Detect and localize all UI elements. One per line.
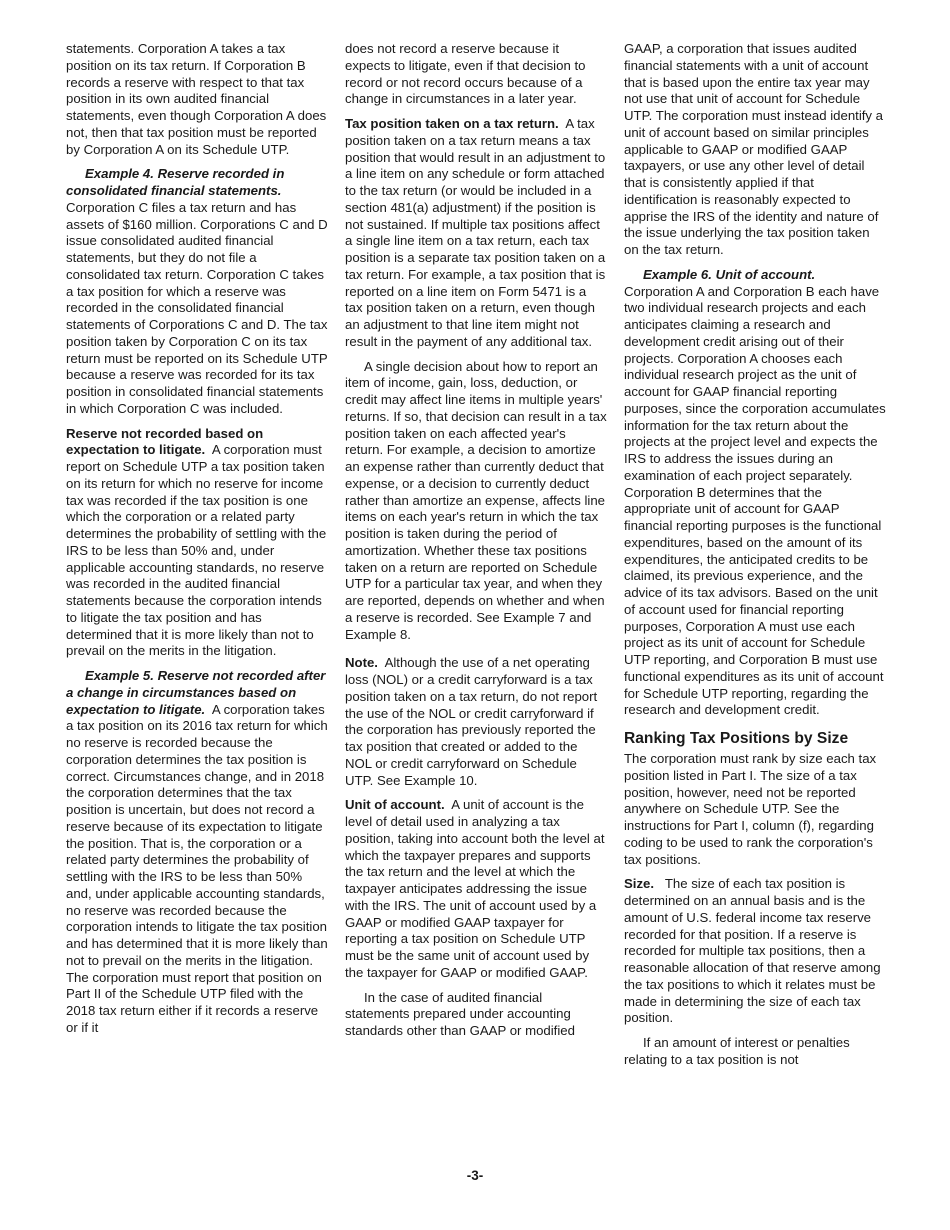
paragraph: statements. Corporation A takes a tax position on its tax return. If Corporation B records a reserve with respect to that tax position in its own audited financial statements, even though Corporation A does not, then that tax position must be reported by Corporation A on its Schedule UTP. — [66, 41, 327, 157]
size-section — [624, 876, 886, 1027]
unit-of-account-heading: Unit of account. — [345, 797, 445, 813]
ranking-heading: Ranking Tax Positions by Size — [624, 730, 849, 747]
example-6 — [624, 267, 886, 719]
note-body: Although the use of a net operating loss (NOL) or a credit carryforward is a tax position taken on a tax return, do not report the use of the NOL or credit carryforward if the corporation has previously reported the tax position that created or added to the NOL or credit carryforward on Schedule UTP. See Example 10. — [345, 655, 598, 788]
tax-position-section — [345, 116, 607, 351]
column-2 — [345, 41, 607, 1048]
example-5 — [66, 668, 328, 1037]
example-6-body: Corporation A and Corporation B each have two individual research projects and each anticipates claiming a research and development credit arising out of their projects. Corporation A chooses each individual research project as the unit of account for GAAP financial reporting purposes, since the corporation accumulates information for the tax return about the projects at the project level and expects the IRS to address the issues during an examination of each project separately. Corporation B determines that the appropriate unit of account for GAAP financial reporting purposes is the functional expenditures, based on the amount of its expenditures, the anticipated credits to be claimed, its previous experience, and the advice of its tax advisors. Based on the unit of account used for financial reporting purposes, Corporation A must use each project as its unit of account for Schedule UTP reporting, and Corporation B must use functional expenditures as its unit of account for Schedule UTP reporting, regarding the research and development credit. — [624, 283, 886, 718]
size-body: The size of each tax position is determined on an annual basis and is the amount of U.S. federal income tax reserve recorded for that position. If a reserve is recorded for multiple tax positions, then a reasonable allocation of that reserve among the tax positions to which it relates must be made in determining the size of each tax position. — [624, 876, 881, 1026]
example-4-body: Corporation C files a tax return and has assets of $160 million. Corporations C and D issue consolidated audited financial statements, but they do not file a consolidated tax return. Corporation C takes a tax position for which a reserve was recorded in the consolidated financial statements of Corporations C and D. The tax position taken by Corporation C on its tax return must be reported on its Schedule UTP because a reserve was recorded for its tax position in consolidated financial statements in which Corporation C was included. — [66, 199, 328, 416]
paragraph: GAAP, a corporation that issues audited financial statements with a unit of account that is based upon the entire tax year may not use that unit of account for Schedule UTP. The corporation must instead identify a unit of account based on similar principles applicable to GAAP or modified GAAP taxpayers, or use any other level of detail that is consistently applied if that identification is reasonably expected to apprise the IRS of the identity and nature of the issue underlying the tax position taken on the tax return. — [624, 41, 884, 257]
unit-of-account-section — [345, 797, 607, 981]
paragraph: does not record a reserve because it expects to litigate, even if that decision to record or not record occurs because of a change in circumstances in a later year. — [345, 41, 586, 107]
reserve-not-recorded-heading: Reserve not recorded based on expectation to litigate. — [66, 425, 264, 458]
example-5-heading: Example 5. Reserve not recorded after a change in circumstances based on expectation to litigate. — [66, 668, 326, 717]
reserve-not-recorded-section — [66, 426, 328, 661]
reserve-not-recorded-body: A corporation must report on Schedule UTP a tax position taken on its return for which no reserve for income tax was recorded if the tax position is one which the corporation or a related party determines the probability of settling with the IRS to be less than 50% and, under applicable accounting standards, no reserve was recorded in the audited financial statements because the corporation intends to litigate the tax position and has determined that it is more likely than not to prevail on the merits in the litigation. — [66, 442, 327, 659]
example-5-body: A corporation takes a tax position on its 2016 tax return for which no reserve is recorded because the corporation determines the tax position is correct. Circumstances change, and in 2018 the corporation determines that the tax position is uncertain, but does not record a reserve because of its expectation to litigate the position. That is, the corporation or a related party determines the probability of settling with the IRS to be less than 50% and, under applicable accounting standards, no reserve was recorded because the corporation intends to litigate the tax position and has determined that it is more likely than not to prevail on the merits in the litigation. The corporation must report that position on Part II of the Schedule UTP filed with the 2018 tax return either if it records a reserve or if it — [66, 701, 328, 1035]
column-1 — [66, 41, 328, 1045]
note-heading: Note. — [345, 655, 378, 671]
size-heading: Size. — [624, 876, 655, 892]
paragraph: In the case of audited financial statements prepared under accounting standards other than GAAP or modified — [345, 989, 575, 1038]
tax-position-heading: Tax position taken on a tax return. — [345, 116, 559, 131]
example-4-heading: Example 4. Reserve recorded in consolidated financial statements. — [66, 166, 285, 198]
example-6-heading: Example 6. Unit of account. — [643, 266, 816, 282]
page-number: -3- — [466, 1168, 484, 1183]
paragraph: A single decision about how to report an item of income, gain, loss, deduction, or credit may affect line items in multiple years' returns. If so, that decision can result in a tax position taken on each affected year's return. For example, a decision to amortize an expense rather than currently deduct that expense, or a decision to currently deduct rather than amortize an expense, affects line items on each year's return in which the tax position is taken during the period of amortization. Whether these tax positions taken on a return are reported on Schedule UTP for a particular tax year, and when they are reported, depends on whether and when a reserve is recorded. See Example 7 and Example 8. — [345, 358, 607, 642]
example-4 — [66, 166, 328, 417]
paragraph: If an amount of interest or penalties relating to a tax position is not — [624, 1035, 850, 1067]
column-3 — [624, 41, 886, 1077]
unit-of-account-body: A unit of account is the level of detail used in analyzing a tax position, taking into account both the level at which the taxpayer prepares and supports the tax return and the level at which the taxpayer anticipates addressing the issue with the IRS. The unit of account used by a GAAP or modified GAAP taxpayer for reporting a tax position on Schedule UTP must be the same unit of account used by the taxpayer for GAAP or modified GAAP. — [345, 797, 605, 980]
note-section — [345, 655, 607, 789]
paragraph: The corporation must rank by size each tax position listed in Part I. The size of a tax position, however, need not be reported anywhere on Schedule UTP. See the instructions for Part I, column (f), regarding coding to be used to rank the corporation's tax positions. — [624, 751, 877, 867]
tax-position-body: A tax position taken on a tax return means a tax position that would result in an adjustment to a line item on any schedule or form attached to the tax return (or would be included in a section 481(a) adjustment) if the position is not sustained. If multiple tax positions affect a single line item on a tax return, each tax position is a separate tax position taken on a tax return. For example, a tax position that is reported on a line item on Form 5471 is a tax position taken on a return, even though an adjustment to that line item might not result in the payment of any additional tax. — [345, 116, 606, 349]
